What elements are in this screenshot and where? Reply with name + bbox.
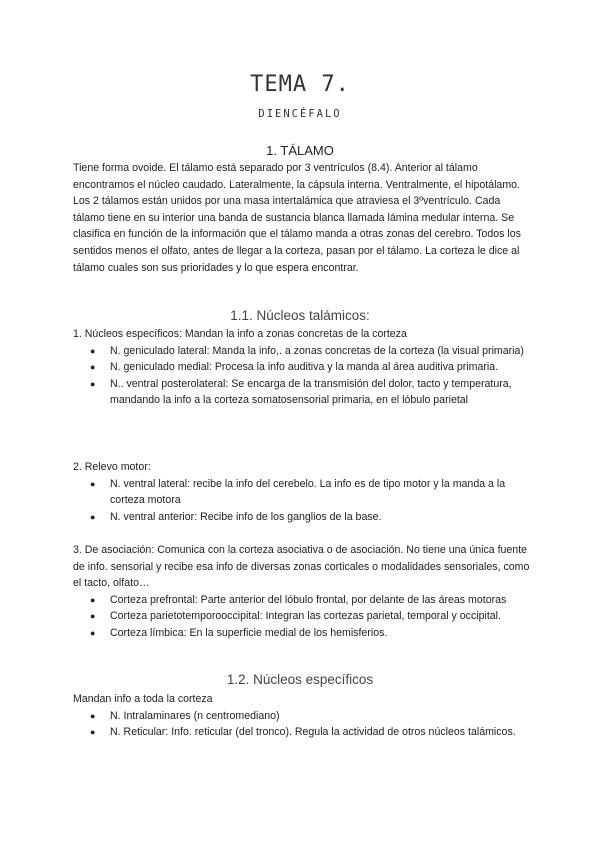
bullet-list: [73, 343, 533, 409]
list-item: [73, 376, 533, 409]
paragraph: Los 2 tálamos están unidos por una masa intertalámica que atraviesa el 3ºventrículo. Cada tálamo tiene en su interior una banda de sustancia blanca llamada lámina medular interna. Se clasifica en función de la información que el tálamo manda a otras zonas del cerebro. Todos los sentidos menos el olfato, antes de llegar a la corteza, pasan por el tálamo. La corteza le dice al tálamo cuales son sus prioridades y lo que espera encontrar.: [73, 195, 521, 274]
bullet-list: [73, 592, 533, 642]
bullet-icon: ●: [90, 511, 96, 522]
section-heading-nucleos-especificos: 1.2. Núcleos específicos: [226, 672, 374, 687]
list-item: [73, 509, 533, 526]
paragraph: Tiene forma ovoide. El tálamo está separado por 3 ventrículos (8.4). Anterior al tálamo encontramos el núcleo caudado. Lateralmente, la cápsula interna. Ventralmente, el hipotálamo.: [73, 162, 520, 191]
list-item: [73, 608, 533, 625]
section-talamo-body: [73, 160, 533, 276]
bullet-icon: ●: [90, 627, 96, 638]
list-item: [73, 343, 533, 360]
list-item: [73, 724, 533, 741]
list-intro: 1. Núcleos específicos: Mandan la info a zonas concretas de la corteza: [73, 328, 407, 340]
group-especificos: [73, 326, 533, 409]
list-item-text: N. ventral anterior: Recibe info de los ganglios de la base.: [110, 510, 382, 523]
list-item-text: N. ventral lateral: recibe la info del cerebelo. La info es de tipo motor y la manda a la corteza motora: [110, 477, 506, 507]
list-intro: 3. De asociación: Comunica con la corteza asociativa o de asociación. No tiene una única fuente de info. sensorial y recibe esa info de diversas zonas corticales o modalidades sensoriales, como el tacto, olfato…: [73, 544, 530, 590]
bullet-list: [73, 708, 533, 741]
list-item-text: Corteza límbica: En la superficie medial de los hemisferios.: [110, 626, 388, 639]
group-relevo-motor: [73, 459, 533, 525]
page-subtitle: DIENCÉFALO: [258, 108, 342, 120]
bullet-icon: ●: [90, 362, 96, 373]
group-asociacion: [73, 542, 533, 642]
list-item: [73, 592, 533, 609]
bullet-list: [73, 476, 533, 526]
bullet-icon: ●: [90, 594, 96, 605]
list-item: [73, 708, 533, 725]
list-item-text: Corteza parietotemporooccipital: Integran las cortezas parietal, temporal y occipital.: [110, 610, 501, 623]
bullet-icon: ●: [90, 345, 96, 356]
bullet-icon: ●: [90, 727, 96, 738]
bullet-icon: ●: [90, 378, 96, 389]
section-nucleos-especificos-body: [73, 691, 533, 741]
list-item: [73, 476, 533, 509]
bullet-icon: ●: [90, 710, 96, 721]
list-item-text: N. Intralaminares (n centromediano): [110, 709, 280, 722]
list-item-text: N. geniculado medial: Procesa la info auditiva y la manda al área auditiva primaria.: [110, 361, 499, 374]
list-item: [73, 359, 533, 376]
section-heading-talamo: 1. TÁLAMO: [266, 143, 334, 158]
bullet-icon: ●: [90, 478, 96, 489]
section-heading-nucleos-talamicos: 1.1. Núcleos talámicos:: [230, 308, 370, 323]
list-item-text: N. geniculado lateral: Manda la info,. a zonas concretas de la corteza (la visual primaria): [110, 344, 524, 357]
bullet-icon: ●: [90, 611, 96, 622]
list-intro: Mandan info a toda la corteza: [73, 693, 213, 705]
list-item-text: N.. ventral posterolateral: Se encarga de la transmisión del dolor, tacto y temperatura, mandando la info a la corteza somatosensorial primaria, en el lóbulo parietal: [110, 377, 512, 407]
list-item-text: Corteza prefrontal: Parte anterior del lóbulo frontal, por delante de las áreas motoras: [110, 593, 507, 606]
list-intro: 2. Relevo motor:: [73, 461, 151, 473]
list-item-text: N. Reticular: Info. reticular (del tronco). Regula la actividad de otros núcleos talámicos.: [110, 726, 516, 739]
list-item: [73, 625, 533, 642]
page-title: TEMA 7.: [250, 72, 350, 97]
